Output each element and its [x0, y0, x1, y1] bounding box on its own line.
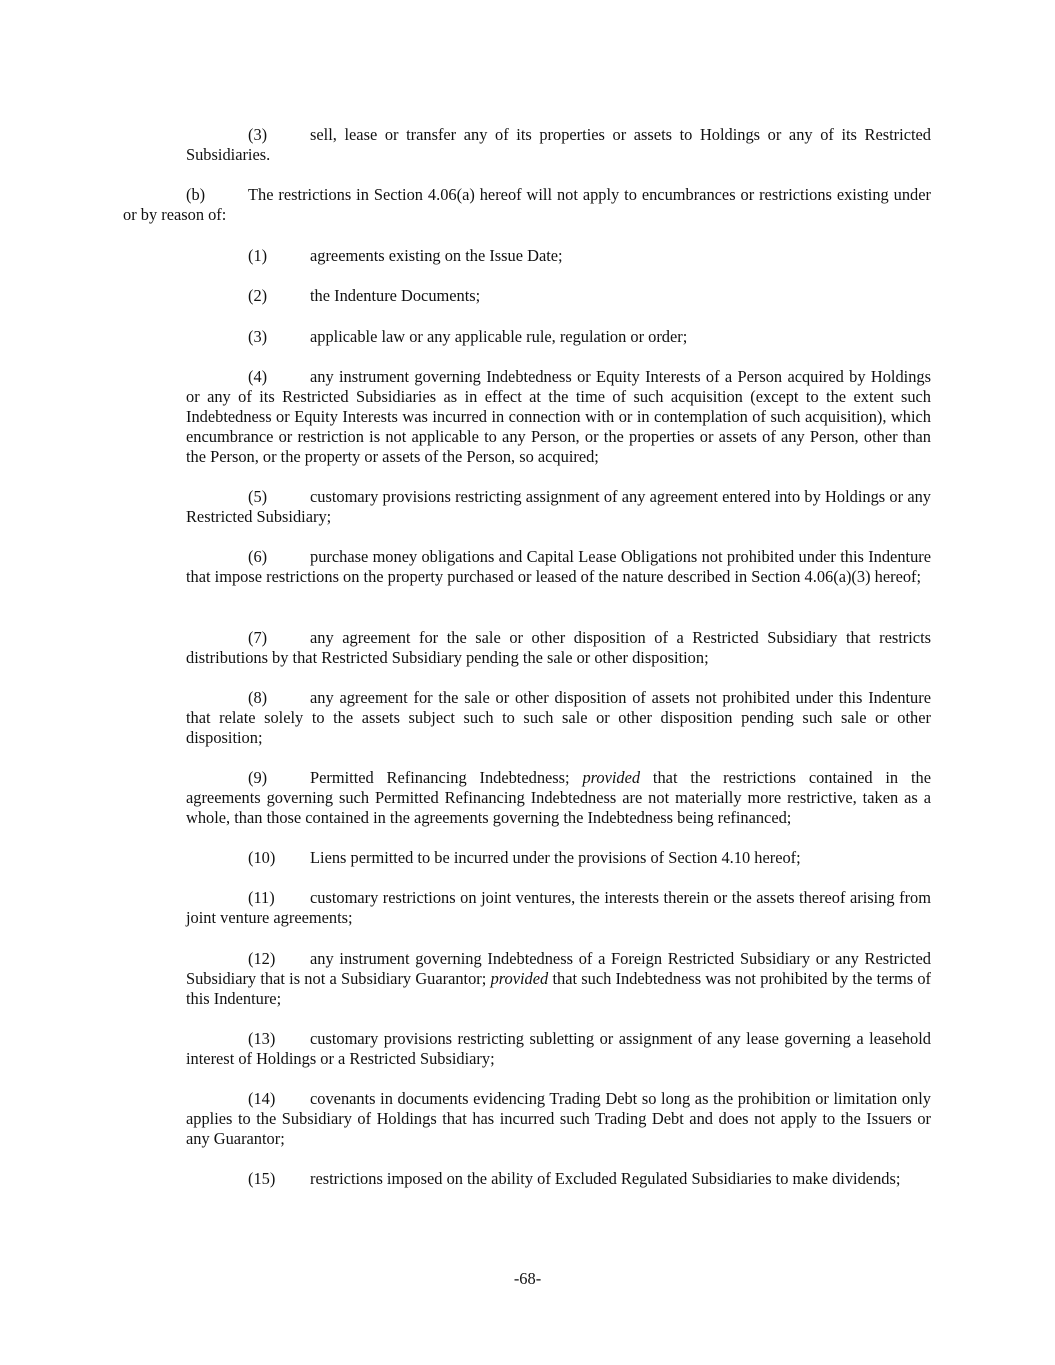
clause-2: [248, 286, 480, 306]
clause-text: agreements existing on the Issue Date;: [310, 246, 563, 265]
clause-number: (2): [248, 286, 268, 305]
clause-b: [123, 185, 931, 225]
clause-number: (7): [248, 628, 268, 647]
clause-text-a: Permitted Refinancing Indebtedness;: [310, 768, 570, 787]
clause-number: (8): [248, 688, 268, 707]
clause-number: (5): [248, 487, 268, 506]
clause-number: (15): [248, 1169, 276, 1188]
clause-14: [186, 1089, 931, 1149]
clause-9: [186, 768, 931, 828]
page-number: -68-: [513, 1269, 542, 1288]
clause-text-a: any instrument governing Indebtedness of a Foreign Restricted Subsidiary or any Restricted Subsidiary that is not a Subsidiary Guarantor;: [186, 949, 931, 988]
clause-number: (14): [248, 1089, 276, 1108]
clause-text: any instrument governing Indebtedness or Equity Interests of a Person acquired by Holdings or any of its Restricted Subsidiaries as in effect at the time of such acquisition (except to the extent such Indebtedness or Equity Interests was incurred in connection with or in contemplation of such acquisition), which encumbrance or restriction is not applicable to any Person, or the properties or assets of any Person, other than the Person, or the property or assets of the Person, so acquired;: [186, 367, 931, 466]
clause-number: (1): [248, 246, 268, 265]
clause-italic-term: provided: [490, 969, 549, 988]
clause-text-b: that such Indebtedness was not prohibited by the terms of this Indenture;: [186, 969, 931, 1008]
clause-text: any agreement for the sale or other disposition of assets not prohibited under this Indenture that relate solely to the assets subject such to such sale or other disposition pending such sale or other disposition;: [186, 688, 931, 747]
clause-3-top: [186, 125, 931, 165]
clause-text-b: that the restrictions contained in the agreements governing such Permitted Refinancing Indebtedness are not materially more restrictive, taken as a whole, than those contained in the agreements governing the Indebtedness being refinanced;: [186, 768, 931, 827]
clause-text: customary restrictions on joint ventures, the interests therein or the assets thereof arising from joint venture agreements;: [186, 888, 931, 927]
clause-text: covenants in documents evidencing Trading Debt so long as the prohibition or limitation only applies to the Subsidiary of Holdings that has incurred such Trading Debt and does not apply to the Issuers or any Guarantor;: [186, 1089, 931, 1148]
clause-number: (11): [248, 888, 275, 907]
clause-text: customary provisions restricting assignment of any agreement entered into by Holdings or any Restricted Subsidiary;: [186, 487, 931, 526]
clause-3: [248, 327, 687, 347]
clause-number: (12): [248, 949, 276, 968]
clause-text: The restrictions in Section 4.06(a) hereof will not apply to encumbrances or restrictions existing under or by reason of:: [123, 185, 931, 224]
clause-number: (b): [186, 185, 206, 204]
clause-number: (4): [248, 367, 268, 386]
clause-text: restrictions imposed on the ability of Excluded Regulated Subsidiaries to make dividends;: [310, 1169, 901, 1188]
clause-7: [186, 628, 931, 668]
clause-1: [248, 246, 563, 266]
clause-text: applicable law or any applicable rule, regulation or order;: [310, 327, 688, 346]
clause-number: (6): [248, 547, 268, 566]
clause-13: [186, 1029, 931, 1069]
clause-text: the Indenture Documents;: [310, 286, 481, 305]
clause-5: [186, 487, 931, 527]
clause-12: [186, 949, 931, 1009]
clause-text: Liens permitted to be incurred under the provisions of Section 4.10 hereof;: [310, 848, 801, 867]
clause-number: (9): [248, 768, 268, 787]
clause-number: (13): [248, 1029, 276, 1048]
clause-11: [186, 888, 931, 928]
clause-italic-term: provided: [582, 768, 641, 787]
clause-8: [186, 688, 931, 748]
clause-10: [248, 848, 801, 868]
clause-4: [186, 367, 931, 467]
clause-text: sell, lease or transfer any of its properties or assets to Holdings or any of its Restricted Subsidiaries.: [186, 125, 931, 164]
clause-text: purchase money obligations and Capital Lease Obligations not prohibited under this Indenture that impose restrictions on the property purchased or leased of the nature described in Section 4.06(a)(3) hereof;: [186, 547, 931, 586]
clause-text: any agreement for the sale or other disposition of a Restricted Subsidiary that restricts distributions by that Restricted Subsidiary pending the sale or other disposition;: [186, 628, 931, 667]
clause-number: (3): [248, 125, 268, 144]
clause-number: (10): [248, 848, 276, 867]
clause-6: [186, 547, 931, 587]
clause-15: [186, 1169, 931, 1189]
clause-text: customary provisions restricting subletting or assignment of any lease governing a leasehold interest of Holdings or a Restricted Subsidiary;: [186, 1029, 931, 1068]
clause-number: (3): [248, 327, 268, 346]
